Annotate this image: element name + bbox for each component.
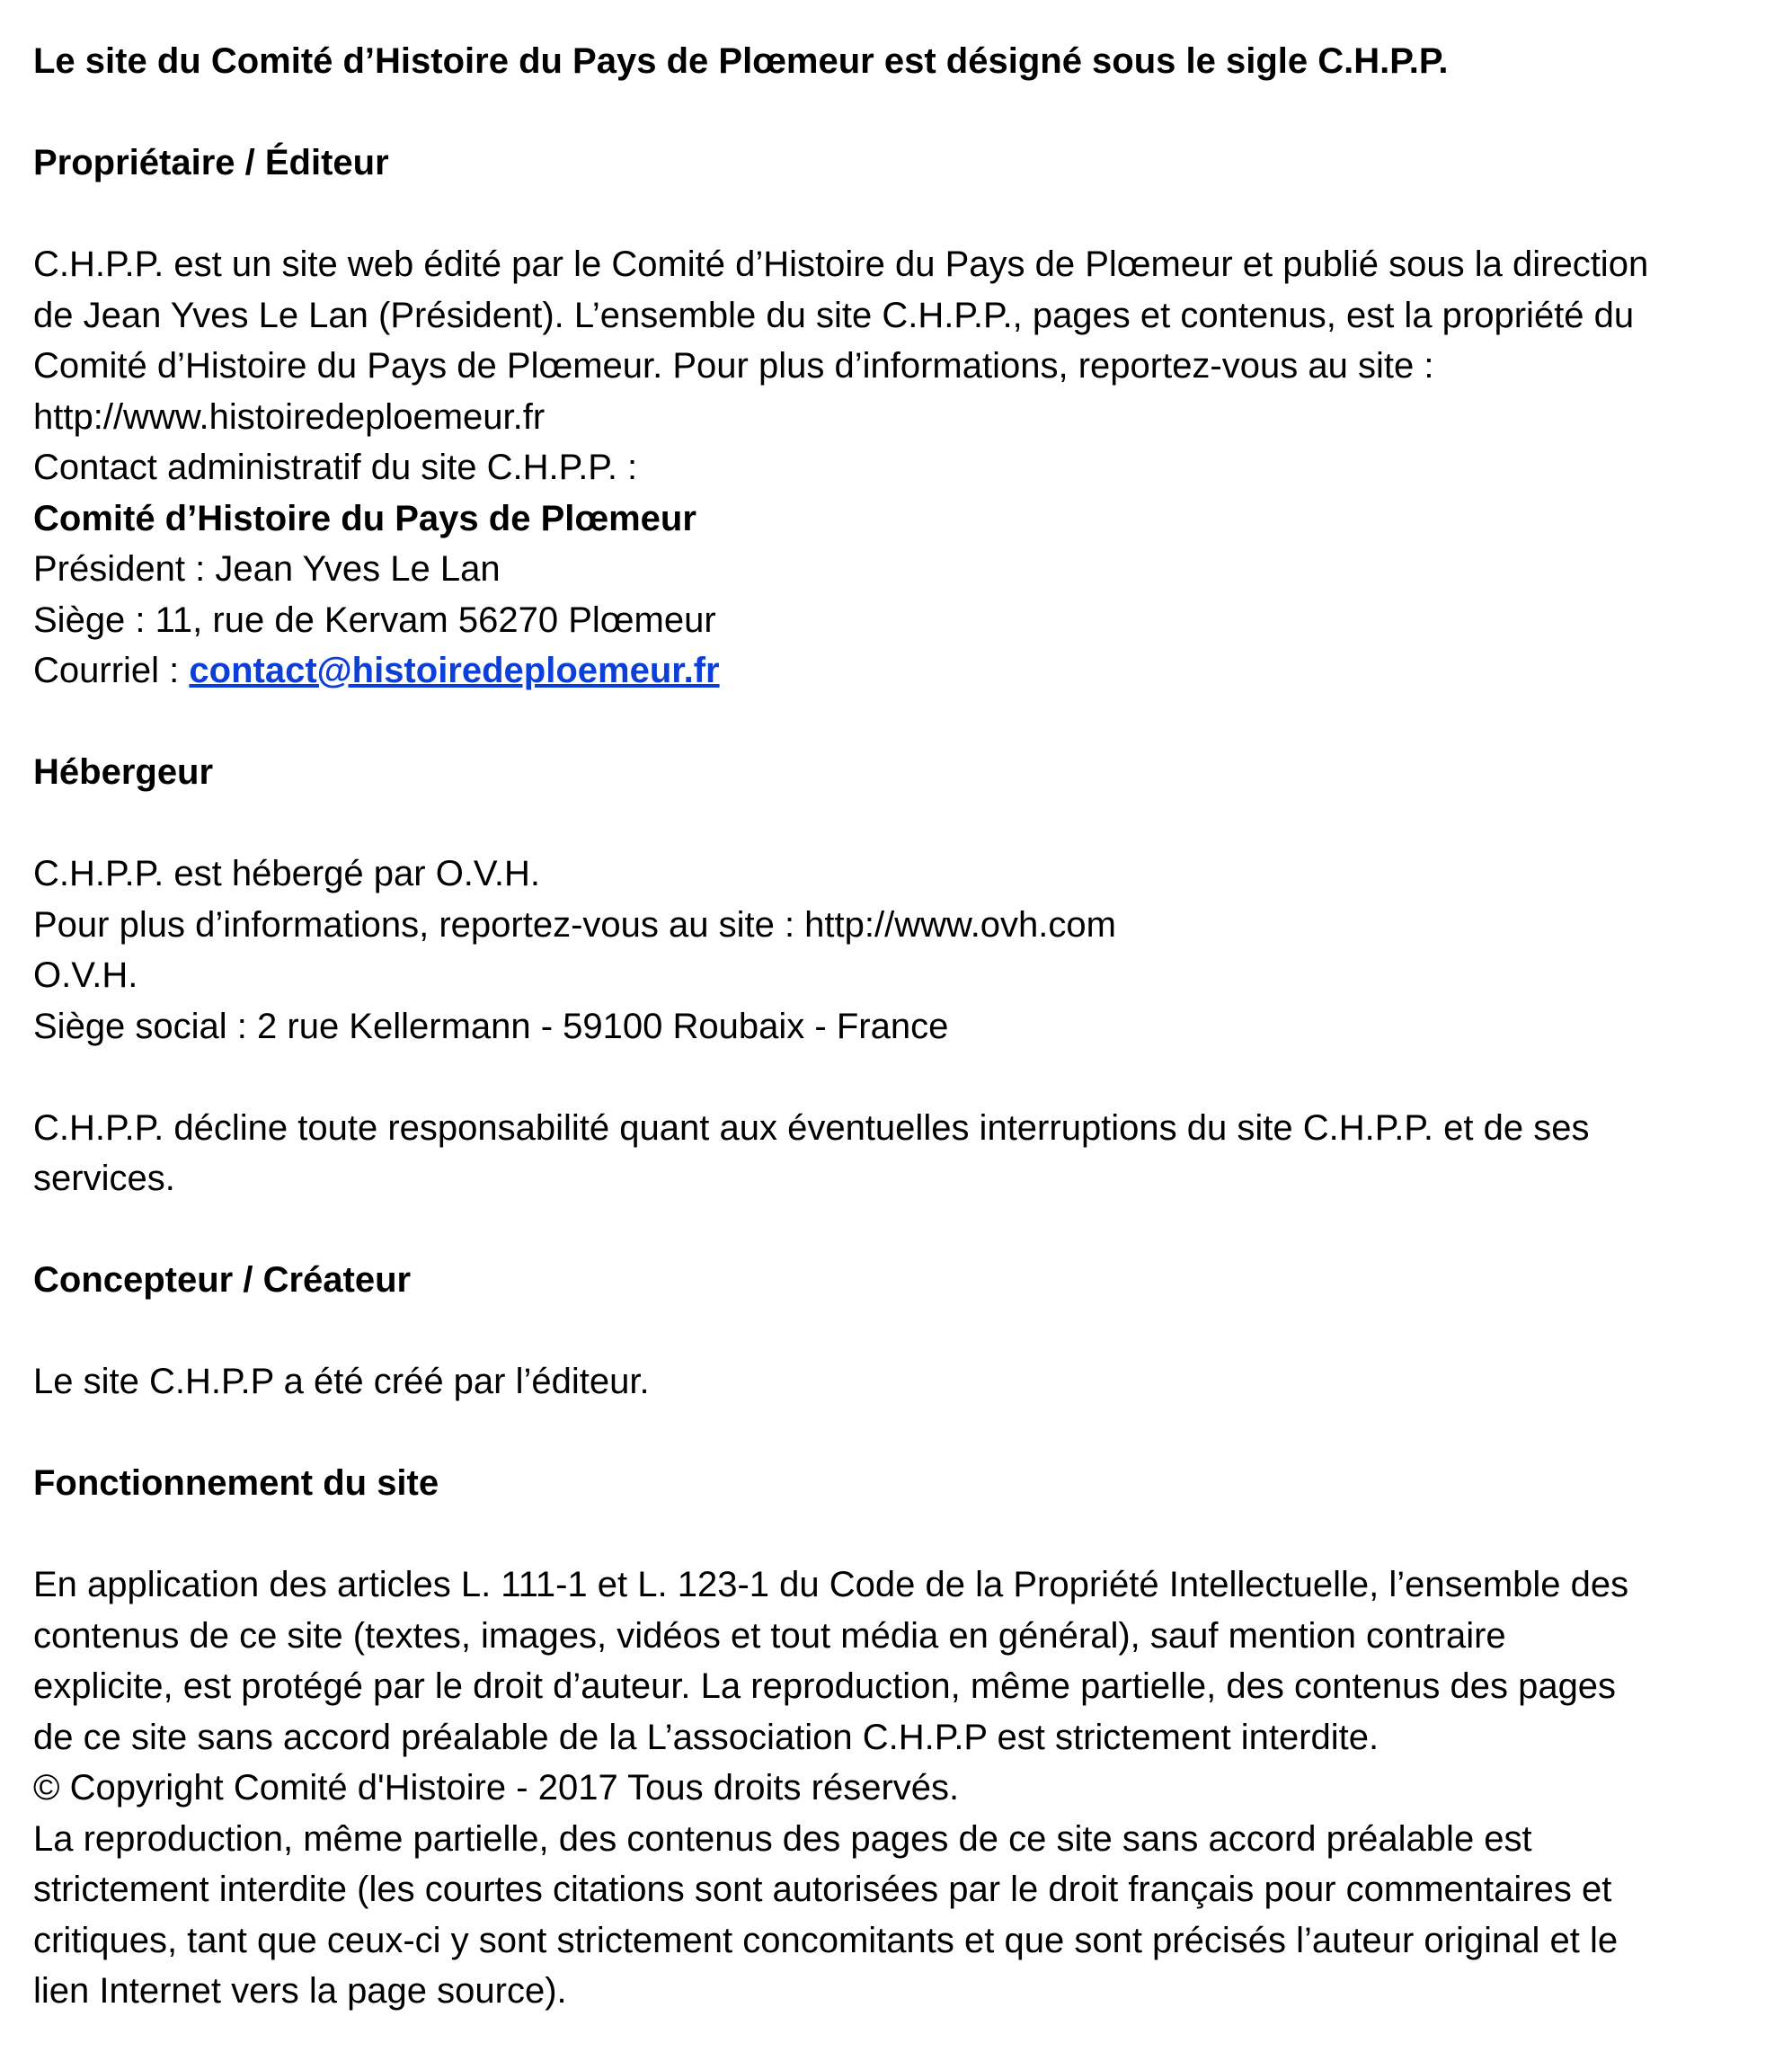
owner-text-line: Comité d’Histoire du Pays de Plœmeur. Pour plus d’informations, reportez-vous au site : [33,346,1434,386]
spacer [33,87,1768,138]
disclaimer-line: services. [33,1159,175,1198]
host-text-line: C.H.P.P. est hébergé par O.V.H. [33,854,541,893]
owner-president: Président : Jean Yves Le Lan [33,549,501,589]
intro-heading: Le site du Comité d’Histoire du Pays de Plœmeur est désigné sous le sigle C.H.P.P. [33,41,1449,81]
designer-text: Le site C.H.P.P a été créé par l’éditeur. [33,1362,650,1401]
owner-heading: Propriétaire / Éditeur [33,143,389,182]
spacer [33,798,1768,849]
owner-contact-label: Contact administratif du site C.H.P.P. : [33,448,638,487]
host-text-line: Siège social : 2 rue Kellermann - 59100 Roubaix - France [33,1006,949,1046]
owner-address: Siège : 11, rue de Kervam 56270 Plœmeur [33,600,716,640]
spacer [33,1052,1768,1103]
spacer [33,1306,1768,1357]
owner-text-line: C.H.P.P. est un site web édité par le Comité d’Histoire du Pays de Plœmeur et publié sous la direction [33,244,1649,284]
designer-heading: Concepteur / Créateur [33,1260,412,1300]
host-text-line: Pour plus d’informations, reportez-vous au site : http://www.ovh.com [33,904,1116,945]
email-link[interactable]: contact@histoiredeploemeur.fr [189,651,720,690]
operation-text-line: de ce site sans accord préalable de la L’association C.H.P.P est strictement interdite. [33,1717,1379,1757]
spacer [33,1509,1768,1560]
spacer [33,189,1768,240]
operation-text-line: lien Internet vers la page source). [33,1971,567,2011]
owner-org-name: Comité d’Histoire du Pays de Plœmeur [33,498,696,538]
legal-notice-document [33,36,1768,2017]
spacer [33,1408,1768,1459]
operation-heading: Fonctionnement du site [33,1463,439,1503]
operation-text-line: En application des articles L. 111-1 et L. 123-1 du Code de la Propriété Intellectuelle, l’ensemble des [33,1565,1629,1604]
host-text-line: O.V.H. [33,955,138,995]
spacer [33,1204,1768,1256]
owner-email-row [33,645,1768,697]
email-label: Courriel : [33,651,190,690]
operation-text-line: critiques, tant que ceux-ci y sont strictement concomitants et que sont précisés l’auteur original et le [33,1920,1619,1960]
operation-text-line: contenus de ce site (textes, images, vidéos et tout média en général), sauf mention contraire [33,1615,1506,1656]
operation-text-line: explicite, est protégé par le droit d’auteur. La reproduction, même partielle, des contenus des pages [33,1666,1617,1706]
host-heading: Hébergeur [33,752,214,792]
disclaimer-line: C.H.P.P. décline toute responsabilité quant aux éventuelles interruptions du site C.H.P.P. et de ses [33,1107,1590,1148]
owner-text-line: de Jean Yves Le Lan (Président). L’ensemble du site C.H.P.P., pages et contenus, est la propriété du [33,295,1635,335]
copyright-line: © Copyright Comité d'Histoire - 2017 Tous droits réservés. [33,1768,960,1808]
operation-text-line: La reproduction, même partielle, des contenus des pages de ce site sans accord préalable est [33,1818,1532,1859]
owner-website-url: http://www.histoiredeploemeur.fr [33,396,546,437]
spacer [33,697,1768,748]
operation-text-line: strictement interdite (les courtes citations sont autorisées par le droit français pour commentaires et [33,1870,1612,1909]
